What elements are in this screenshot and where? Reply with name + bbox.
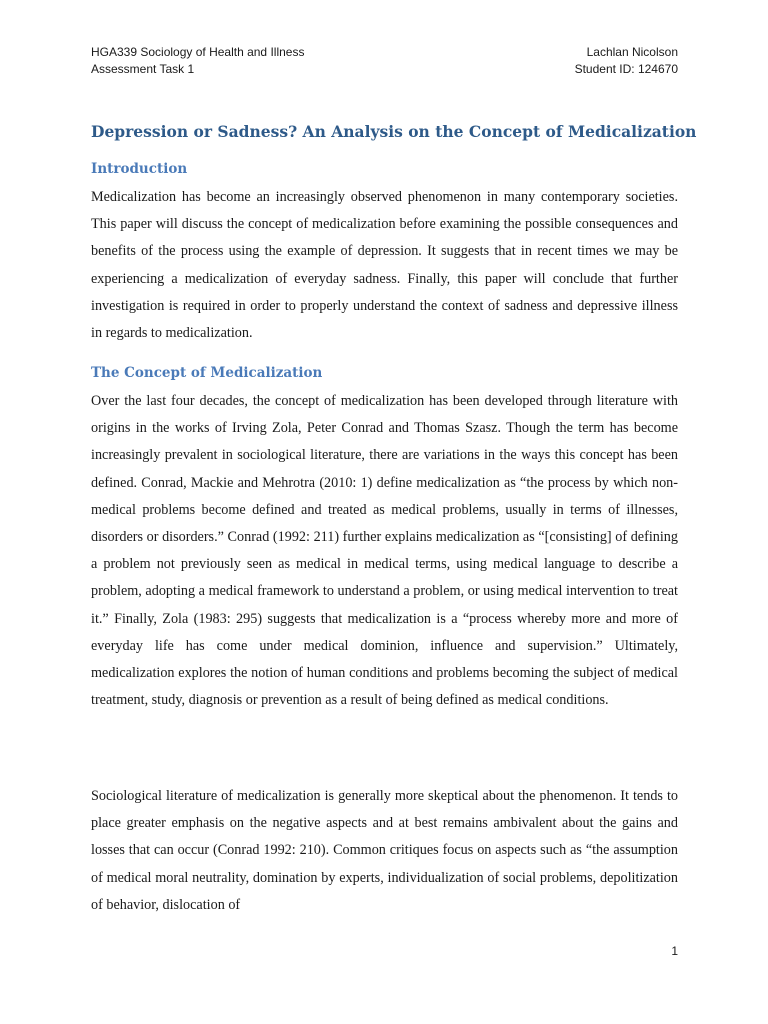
introduction-paragraph: Medicalization has become an increasingly observed phenomenon in many contemporary societies. This paper will discuss the concept of medicalization before examining the possible consequences and benefits of the process using the example of depression. It suggests that in recent times we may be experiencing a medicalization of everyday sadness. Finally, this paper will conclude that further investigation is required in order to properly understand the context of sadness and depressive illness in regards to medicalization.	[91, 189, 678, 342]
document-title: Depression or Sadness? An Analysis on the Concept of Medicalization	[91, 122, 697, 141]
concept-heading: The Concept of Medicalization	[91, 365, 323, 381]
page-number: 1	[671, 944, 678, 958]
author-name: Lachlan Nicolson	[586, 45, 678, 59]
concept-paragraph-2: Sociological literature of medicalization is generally more skeptical about the phenomenon. It tends to place greater emphasis on the negative aspects and at best remains ambivalent about the gains and losses that can occur (Conrad 1992: 210). Common critiques focus on aspects such as “the assumption of medical moral neutrality, domination by experts, individualization of social problems, depolitization of behavior, dislocation of	[91, 788, 678, 913]
page-header	[91, 44, 678, 78]
concept-paragraph-1: Over the last four decades, the concept of medicalization has been developed through literature with origins in the works of Irving Zola, Peter Conrad and Thomas Szasz. Though the term has become increasingly prevalent in sociological literature, there are variations in the ways this concept has been defined. Conrad, Mackie and Mehrotra (2010: 1) define medicalization as “the process by which non-medical problems become defined and treated as medical problems, usually in terms of illnesses, disorders or disorders.” Conrad (1992: 211) further explains medicalization as “[consisting] of defining a problem not previously seen as medical in medical terms, using medical language to describe a problem, adopting a medical framework to understand a problem, or using medical intervention to treat it.” Finally, Zola (1983: 295) suggests that medicalization is a “process whereby more and more of everyday life has come under medical dominion, influence and supervision.” Ultimately, medicalization explores the notion of human conditions and problems becoming the subject of medical treatment, study, diagnosis or prevention as a result of being defined as medical conditions.	[91, 393, 678, 709]
student-id: Student ID: 124670	[574, 62, 678, 76]
assessment-task: Assessment Task 1	[91, 62, 195, 76]
course-name: HGA339 Sociology of Health and Illness	[91, 45, 305, 59]
introduction-heading: Introduction	[91, 161, 188, 177]
